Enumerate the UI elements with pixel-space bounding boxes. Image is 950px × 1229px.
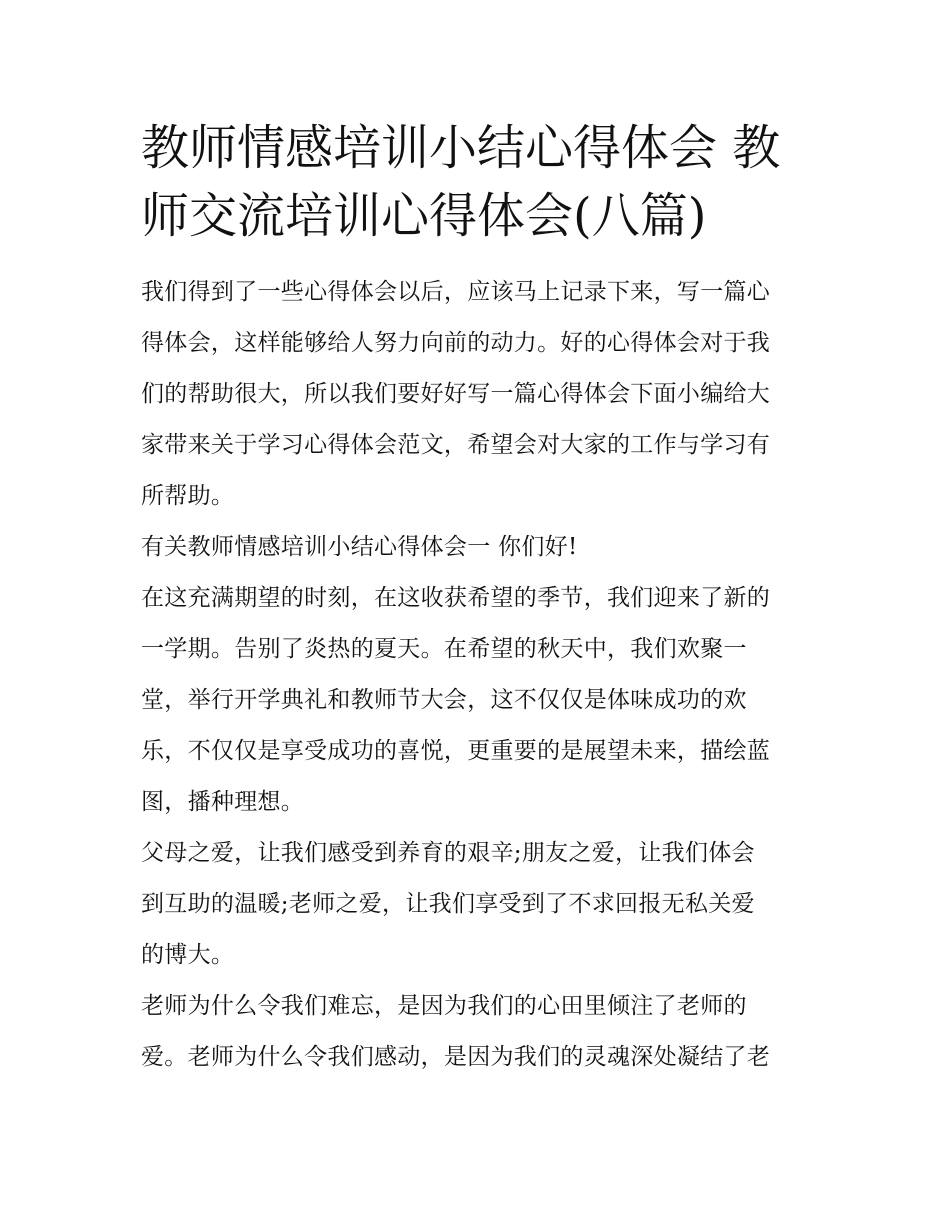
paragraph-line: 的博大。 [141,942,235,968]
body-paragraph [141,981,816,1083]
paragraph-line: 所帮助。 [141,483,235,509]
body-paragraph [141,573,816,828]
paragraph-line: 爱。老师为什么令我们感动，是因为我们的灵魂深处凝结了老 [141,1044,771,1070]
document-content [141,114,816,1083]
paragraph-line: 们的帮助很大，所以我们要好好写一篇心得体会下面小编给大 [141,381,771,407]
paragraph-line: 乐，不仅仅是享受成功的喜悦，更重要的是展望未来，描绘蓝 [141,738,771,764]
paragraph-line: 图，播种理想。 [141,789,305,815]
document-title [141,114,816,250]
paragraph-line: 有关教师情感培训小结心得体会一 你们好! [141,534,578,560]
paragraph-line: 堂，举行开学典礼和教师节大会，这不仅仅是体味成功的欢 [141,687,747,713]
paragraph-line: 老师为什么令我们难忘，是因为我们的心田里倾注了老师的 [141,993,747,1019]
paragraph-line: 到互助的温暖;老师之爱，让我们享受到了不求回报无私关爱 [141,891,755,917]
paragraph-line: 我们得到了一些心得体会以后，应该马上记录下来，写一篇心 [141,279,771,305]
body-paragraph [141,828,816,981]
section-heading-paragraph [141,522,816,573]
title-line: 师交流培训心得体会(八篇) [141,188,707,244]
intro-paragraph [141,267,816,522]
paragraph-line: 得体会，这样能够给人努力向前的动力。好的心得体会对于我 [141,330,771,356]
paragraph-line: 父母之爱，让我们感受到养育的艰辛;朋友之爱，让我们体会 [141,840,755,866]
title-line: 教师情感培训小结心得体会 教 [141,120,781,176]
paragraph-line: 在这充满期望的时刻，在这收获希望的季节，我们迎来了新的 [141,585,771,611]
paragraph-line: 一学期。告别了炎热的夏天。在希望的秋天中，我们欢聚一 [141,636,747,662]
paragraph-line: 家带来关于学习心得体会范文，希望会对大家的工作与学习有 [141,432,771,458]
